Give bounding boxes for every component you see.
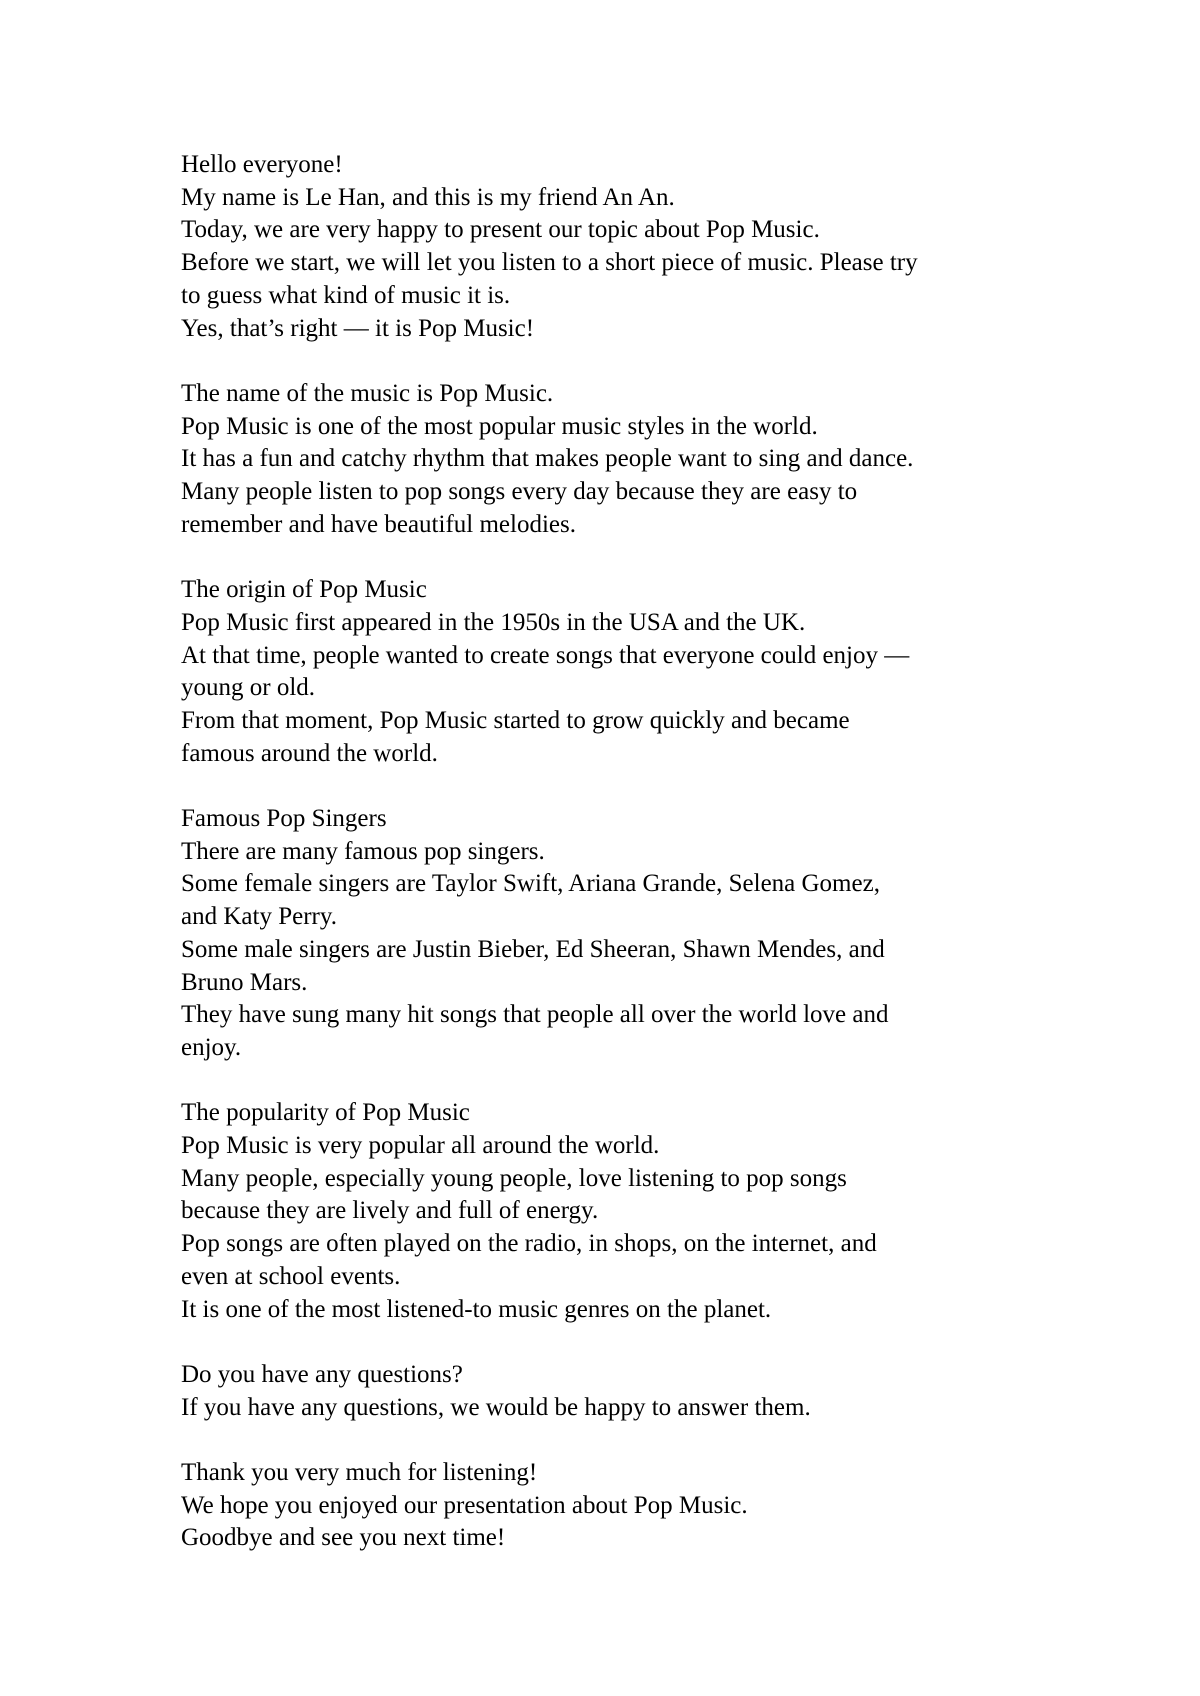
text-line: Some female singers are Taylor Swift, Ariana Grande, Selena Gomez, <box>181 870 880 898</box>
text-line: Many people listen to pop songs every day because they are easy to <box>181 478 858 506</box>
text-line: Pop songs are often played on the radio, in shops, on the internet, and <box>181 1230 877 1258</box>
paragraph-popularity <box>181 1097 1061 1326</box>
text-line: We hope you enjoyed our presentation about Pop Music. <box>181 1491 748 1519</box>
text-line: There are many famous pop singers. <box>181 837 545 865</box>
text-line: The name of the music is Pop Music. <box>181 379 554 407</box>
text-line: It has a fun and catchy rhythm that makes people want to sing and dance. <box>181 445 914 473</box>
paragraph-origin <box>181 574 1061 770</box>
text-line: and Katy Perry. <box>181 903 337 931</box>
text-line: even at school events. <box>181 1262 401 1290</box>
text-line: young or old. <box>181 674 316 702</box>
text-line: Pop Music is very popular all around the world. <box>181 1132 660 1160</box>
paragraph-closing <box>181 1457 1061 1555</box>
section-heading: The origin of Pop Music <box>181 576 427 604</box>
text-line: Bruno Mars. <box>181 968 308 996</box>
section-heading: Famous Pop Singers <box>181 805 387 833</box>
text-line: If you have any questions, we would be happy to answer them. <box>181 1393 811 1421</box>
text-line: Pop Music is one of the most popular music styles in the world. <box>181 412 818 440</box>
text-line: Thank you very much for listening! <box>181 1459 538 1487</box>
text-line: They have sung many hit songs that people all over the world love and <box>181 1001 889 1029</box>
paragraph-introduction <box>181 149 1061 345</box>
text-line: to guess what kind of music it is. <box>181 281 511 309</box>
text-line: At that time, people wanted to create songs that everyone could enjoy — <box>181 641 910 669</box>
paragraph-questions <box>181 1359 1061 1424</box>
text-line: Today, we are very happy to present our topic about Pop Music. <box>181 216 820 244</box>
text-line: Pop Music first appeared in the 1950s in the USA and the UK. <box>181 608 806 636</box>
text-line: Many people, especially young people, love listening to pop songs <box>181 1164 847 1192</box>
text-line: Hello everyone! <box>181 151 343 178</box>
text-line: From that moment, Pop Music started to grow quickly and became <box>181 706 850 734</box>
text-line: Yes, that’s right — it is Pop Music! <box>181 314 535 342</box>
text-line: It is one of the most listened-to music genres on the planet. <box>181 1295 772 1323</box>
text-line: enjoy. <box>181 1033 242 1061</box>
text-line: because they are lively and full of energy. <box>181 1197 599 1225</box>
text-line: famous around the world. <box>181 739 438 767</box>
document-body <box>181 149 1061 1555</box>
text-line: Before we start, we will let you listen to a short piece of music. Please try <box>181 249 918 277</box>
text-line: My name is Le Han, and this is my friend An An. <box>181 183 675 211</box>
paragraph-famous-singers <box>181 803 1061 1065</box>
text-line: remember and have beautiful melodies. <box>181 510 576 538</box>
text-line: Do you have any questions? <box>181 1360 463 1388</box>
text-line: Goodbye and see you next time! <box>181 1524 506 1552</box>
section-heading: The popularity of Pop Music <box>181 1099 470 1127</box>
paragraph-name-of-music <box>181 378 1061 542</box>
text-line: Some male singers are Justin Bieber, Ed Sheeran, Shawn Mendes, and <box>181 935 885 963</box>
